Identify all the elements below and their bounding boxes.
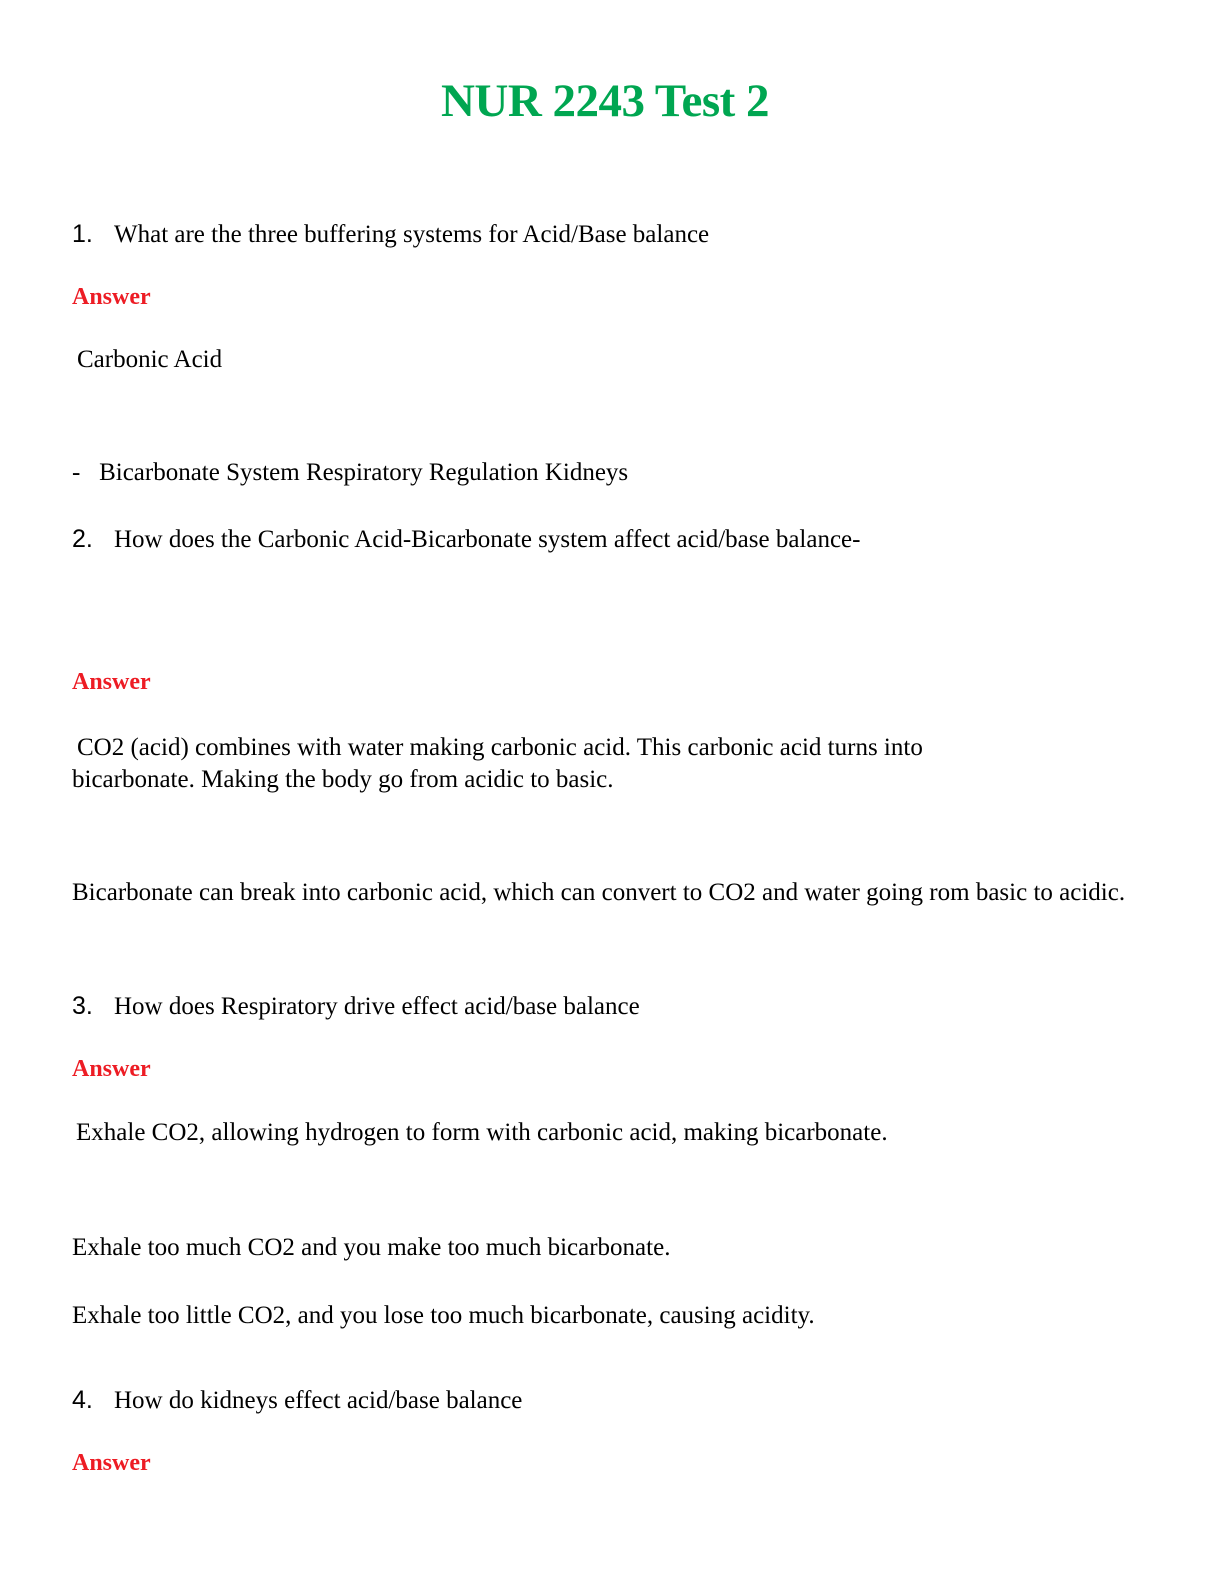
answer-label-3: Answer [72,1056,151,1082]
answer-1-line-1: Carbonic Acid [77,346,223,373]
question-number: 3. [72,992,93,1020]
answer-label-1: Answer [72,284,151,310]
answer-3-line-1: Exhale CO2, allowing hydrogen to form with carbonic acid, making bicarbonate. [76,1119,888,1146]
answer-2-paragraph-2: Bicarbonate can break into carbonic acid, which can convert to CO2 and water going rom basic to acidic. [72,879,1126,906]
question-text: What are the three buffering systems for Acid/Base balance [114,221,710,248]
answer-1-line-2: - Bicarbonate System Respiratory Regulation Kidneys [72,459,629,486]
question-3 [72,992,640,1021]
question-text: How does Respiratory drive effect acid/base balance [114,993,640,1020]
question-1 [72,220,709,249]
question-number: 2. [72,525,93,553]
answer-2-paragraph-1: CO2 (acid) combines with water making carbonic acid. This carbonic acid turns into bicarbonate. Making the body go from acidic to basic. [72,734,923,793]
question-2 [72,525,860,554]
answer-3-line-3: Exhale too little CO2, and you lose too much bicarbonate, causing acidity. [72,1302,815,1329]
document-title: NUR 2243 Test 2 [440,75,770,127]
answer-3-line-2: Exhale too much CO2 and you make too much bicarbonate. [72,1234,671,1261]
question-text: How do kidneys effect acid/base balance [114,1387,523,1414]
question-text: How does the Carbonic Acid-Bicarbonate system affect acid/base balance- [114,526,861,553]
answer-label-4: Answer [72,1450,151,1476]
answer-label-2: Answer [72,669,151,695]
question-number: 4. [72,1386,93,1414]
question-4 [72,1386,522,1415]
question-number: 1. [72,220,93,248]
